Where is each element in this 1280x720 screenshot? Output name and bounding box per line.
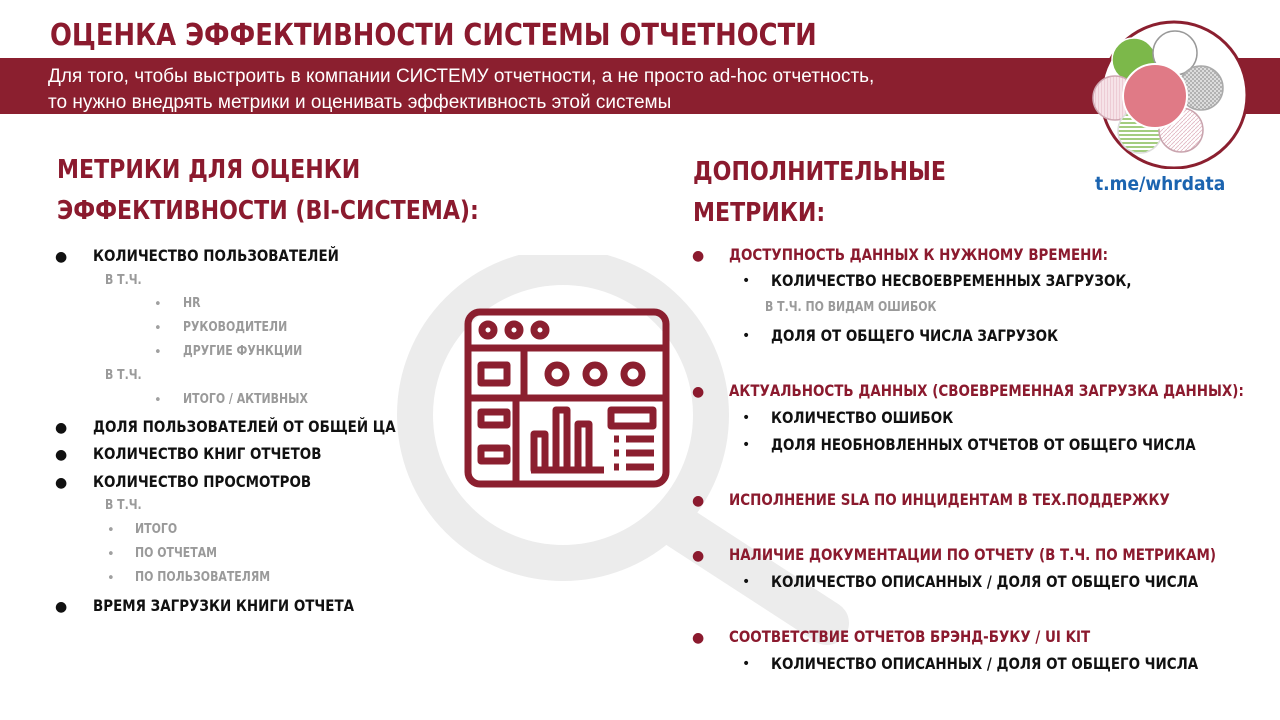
list-item: В Т.Ч. ПО ВИДАМ ОШИБОК — [765, 300, 937, 315]
bullet-icon: • — [107, 571, 115, 586]
list-item: ИСПОЛНЕНИЕ SLA ПО ИНЦИДЕНТАМ В ТЕХ.ПОДДЕРЖКУ — [729, 490, 1170, 509]
list-item: HR — [183, 296, 201, 311]
list-item: ВРЕМЯ ЗАГРУЗКИ КНИГИ ОТЧЕТА — [93, 596, 355, 615]
list-item: СООТВЕТСТВИЕ ОТЧЕТОВ БРЭНД-БУКУ / UI KIT — [729, 627, 1091, 646]
flower-logo-icon — [1083, 17, 1265, 169]
page-subtitle — [48, 64, 874, 116]
list-item: ПО ПОЛЬЗОВАТЕЛЯМ — [135, 570, 271, 585]
left-heading — [57, 150, 479, 232]
list-item: КОЛИЧЕСТВО ОПИСАННЫХ / ДОЛЯ ОТ ОБЩЕГО ЧИСЛА — [771, 572, 1199, 591]
list-item: КОЛИЧЕСТВО КНИГ ОТЧЕТОВ — [93, 444, 322, 463]
list-item: ИТОГО — [135, 522, 178, 537]
list-item: В Т.Ч. — [105, 273, 142, 288]
bullet-icon: ● — [55, 420, 68, 436]
bullet-icon: ● — [55, 447, 68, 463]
list-item: КОЛИЧЕСТВО ПРОСМОТРОВ — [93, 472, 312, 491]
bullet-icon: ● — [692, 548, 705, 564]
bullet-icon: • — [742, 328, 751, 344]
right-heading-line-2: МЕТРИКИ: — [693, 198, 826, 228]
bullet-icon: • — [742, 410, 751, 426]
list-item: НАЛИЧИЕ ДОКУМЕНТАЦИИ ПО ОТЧЕТУ (В Т.Ч. ПО МЕТРИКАМ) — [729, 545, 1217, 564]
list-item: ИТОГО / АКТИВНЫХ — [183, 392, 308, 407]
list-item: ДОЛЯ НЕОБНОВЛЕННЫХ ОТЧЕТОВ ОТ ОБЩЕГО ЧИСЛА — [771, 435, 1196, 454]
right-heading — [693, 152, 946, 234]
list-item: ПО ОТЧЕТАМ — [135, 546, 218, 561]
bullet-icon: • — [154, 321, 162, 336]
bullet-icon: • — [154, 393, 162, 408]
list-item: КОЛИЧЕСТВО ПОЛЬЗОВАТЕЛЕЙ — [93, 246, 339, 265]
list-item: КОЛИЧЕСТВО ОШИБОК — [771, 408, 954, 427]
left-heading-line-1: МЕТРИКИ ДЛЯ ОЦЕНКИ — [57, 155, 361, 185]
bullet-icon: • — [742, 574, 751, 590]
bullet-icon: • — [154, 297, 162, 312]
bullet-icon: ● — [692, 248, 705, 264]
right-heading-line-1: ДОПОЛНИТЕЛЬНЫЕ — [693, 157, 946, 187]
bullet-icon: ● — [692, 493, 705, 509]
bullet-icon: ● — [55, 475, 68, 491]
list-item: В Т.Ч. — [105, 368, 142, 383]
bullet-icon: • — [742, 656, 751, 672]
telegram-link[interactable]: t.me/whrdata — [1095, 173, 1226, 195]
subtitle-line-1: Для того, чтобы выстроить в компании СИСТЕМУ отчетности, а не просто ad-hoc отчетность, — [48, 66, 875, 87]
dashboard-icon — [464, 308, 670, 488]
list-item: АКТУАЛЬНОСТЬ ДАННЫХ (СВОЕВРЕМЕННАЯ ЗАГРУЗКА ДАННЫХ): — [729, 381, 1244, 400]
list-item: КОЛИЧЕСТВО НЕСВОЕВРЕМЕННЫХ ЗАГРУЗОК, — [771, 271, 1132, 290]
bullet-icon: • — [154, 345, 162, 360]
list-item: ДОЛЯ ПОЛЬЗОВАТЕЛЕЙ ОТ ОБЩЕЙ ЦА — [93, 417, 396, 436]
bullet-icon: • — [107, 523, 115, 538]
bullet-icon: • — [107, 547, 115, 562]
bullet-icon: ● — [55, 249, 68, 265]
page-title: ОЦЕНКА ЭФФЕКТИВНОСТИ СИСТЕМЫ ОТЧЕТНОСТИ — [50, 18, 817, 53]
list-item: ДОЛЯ ОТ ОБЩЕГО ЧИСЛА ЗАГРУЗОК — [771, 326, 1059, 345]
bullet-icon: ● — [55, 599, 68, 615]
bullet-icon: • — [742, 273, 751, 289]
list-item: В Т.Ч. — [105, 498, 142, 513]
list-item: ДРУГИЕ ФУНКЦИИ — [183, 344, 303, 359]
subtitle-line-2: то нужно внедрять метрики и оценивать эффективность этой системы — [48, 92, 672, 113]
bullet-icon: • — [742, 437, 751, 453]
bullet-icon: ● — [692, 630, 705, 646]
bullet-icon: ● — [692, 384, 705, 400]
list-item: ДОСТУПНОСТЬ ДАННЫХ К НУЖНОМУ ВРЕМЕНИ: — [729, 245, 1109, 264]
list-item: РУКОВОДИТЕЛИ — [183, 320, 288, 335]
left-heading-line-2: ЭФФЕКТИВНОСТИ (BI-СИСТЕМА): — [57, 196, 479, 226]
list-item: КОЛИЧЕСТВО ОПИСАННЫХ / ДОЛЯ ОТ ОБЩЕГО ЧИСЛА — [771, 654, 1199, 673]
